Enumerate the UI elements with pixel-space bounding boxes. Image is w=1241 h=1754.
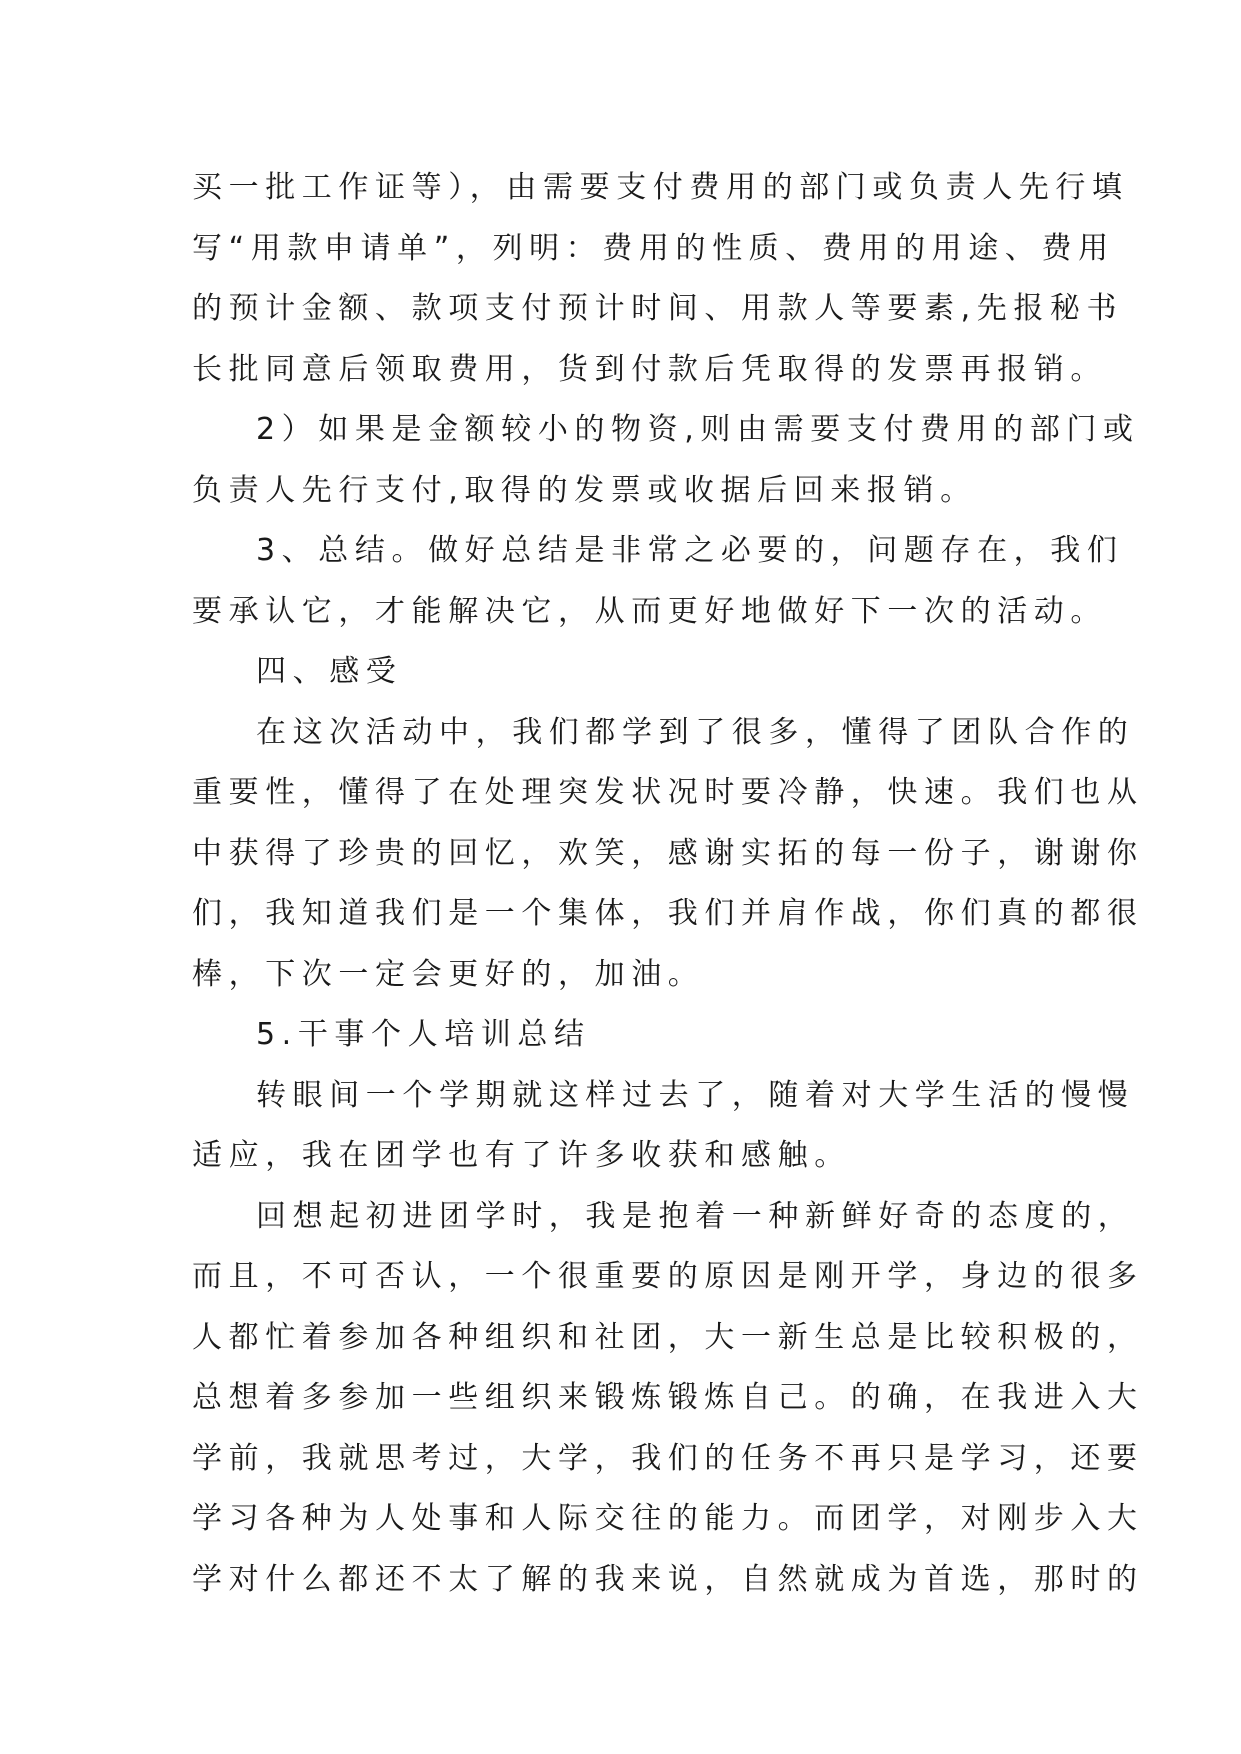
text-line: 总想着多参加一些组织来锻炼锻炼自己。的确，在我进入大: [192, 1380, 1144, 1415]
text-line: 棒，下次一定会更好的，加油。: [192, 956, 705, 992]
text-line: 买一批工作证等），由需要支付费用的部门或负责人先行填: [192, 170, 1129, 205]
text-line: 的预计金额、款项支付预计时间、用款人等要素,先报秘书: [192, 291, 1124, 326]
text-line: 回想起初进团学时，我是抱着一种新鲜好奇的态度的，: [256, 1198, 1135, 1234]
text-line: 转眼间一个学期就这样过去了，随着对大学生活的慢慢: [256, 1077, 1135, 1113]
section-heading: 5.干事个人培训总结: [256, 1017, 591, 1052]
text-line: 中获得了珍贵的回忆，欢笑，感谢实拓的每一份子，谢谢你: [192, 835, 1144, 871]
text-line: 学前，我就思考过，大学，我们的任务不再只是学习，还要: [192, 1440, 1144, 1476]
text-line: 3、总结。做好总结是非常之必要的，问题存在，我们: [256, 533, 1124, 568]
text-line: 们，我知道我们是一个集体，我们并肩作战，你们真的都很: [192, 896, 1144, 931]
text-line: 写“用款申请单”，列明：费用的性质、费用的用途、费用: [192, 230, 1115, 266]
text-line: 而且，不可否认，一个很重要的原因是刚开学，身边的很多: [192, 1259, 1144, 1294]
text-line: 学习各种为人处事和人际交往的能力。而团学，对刚步入大: [192, 1501, 1144, 1536]
text-line: 学对什么都还不太了解的我来说，自然就成为首选，那时的: [192, 1561, 1144, 1597]
text-line: 长批同意后领取费用，货到付款后凭取得的发票再报销。: [192, 351, 1107, 387]
text-line: 人都忙着参加各种组织和社团，大一新生总是比较积极的，: [192, 1319, 1144, 1355]
section-heading: 四、感受: [256, 654, 403, 689]
text-line: 适应，我在团学也有了许多收获和感触。: [192, 1138, 851, 1173]
document-body: [192, 158, 1144, 1610]
text-line: 2）如果是金额较小的物资,则由需要支付费用的部门或: [256, 412, 1140, 447]
text-line: 要承认它，才能解决它，从而更好地做好下一次的活动。: [192, 593, 1107, 629]
text-line: 重要性，懂得了在处理突发状况时要冷静，快速。我们也从: [192, 775, 1144, 810]
text-line: 在这次活动中，我们都学到了很多，懂得了团队合作的: [256, 714, 1135, 750]
text-line: 负责人先行支付,取得的发票或收据后回来报销。: [192, 472, 977, 508]
